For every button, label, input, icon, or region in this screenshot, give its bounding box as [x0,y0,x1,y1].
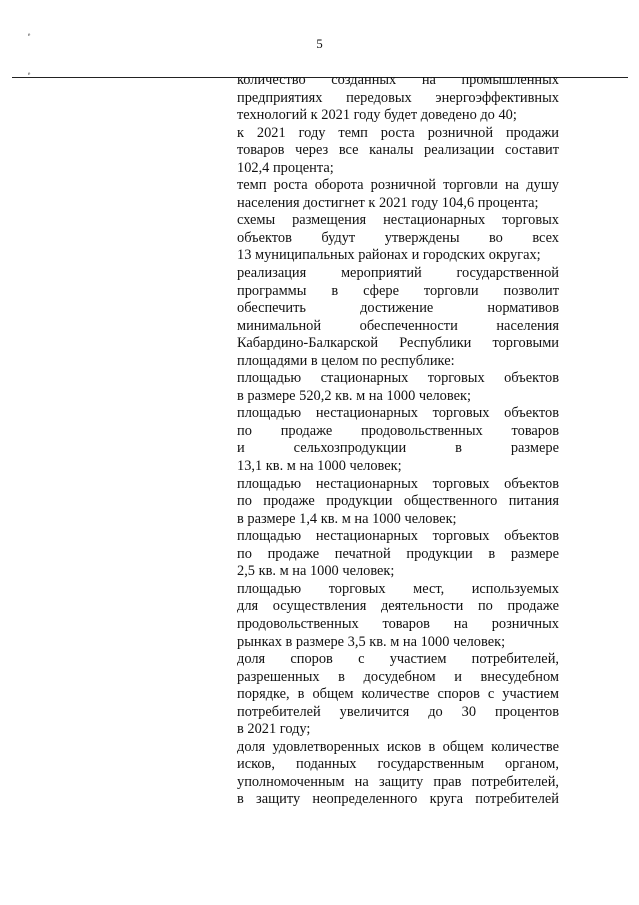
text-line: для осуществления деятельности по продаже [237,598,559,615]
text-line: потребителей увеличится до 30 процентов [237,703,559,720]
text-line: площадью стационарных торговых объектов [237,370,559,387]
text-line: технологий к 2021 году будет доведено до 40; [237,107,517,124]
text-line: обеспечить достижение нормативов [237,300,559,317]
text-line: Кабардино-Балкарской Республики торговыми [237,335,559,352]
text-line: уполномоченным на защиту прав потребителей, [237,773,559,790]
text-line: исков, поданных государственным органом, [237,756,559,773]
scan-mark-bottom: ₑ [28,66,31,76]
text-line: площадью нестационарных торговых объектов [237,475,559,492]
text-line: разрешенных в досудебном и внесудебном [237,668,559,685]
text-line: порядке, в общем количестве споров с участием [237,686,559,703]
text-line: по продаже печатной продукции в размере [237,545,559,562]
text-line: количество созданных на промышленных [237,72,559,88]
page-number: 5 [316,36,323,51]
text-line: и сельхозпродукции в размере [237,440,559,457]
text-line: по продаже продукции общественного питания [237,493,559,510]
text-line: реализация мероприятий государственной [237,265,559,282]
text-line: площадью торговых мест, используемых [237,580,559,597]
text-line: в размере 520,2 кв. м на 1000 человек; [237,387,471,404]
text-line: площадями в целом по республике: [237,352,455,369]
text-line: в 2021 году; [237,721,311,738]
text-line: по продаже продовольственных товаров [237,422,559,439]
text-line: 102,4 процента; [237,159,334,176]
text-line: предприятиях передовых энергоэффективных [237,89,559,106]
text-line: населения достигнет к 2021 году 104,6 процента; [237,194,539,211]
text-line: объектов будут утверждены во всех [237,229,559,246]
text-line: темп роста оборота розничной торговли на душу [237,177,559,194]
text-line: в защиту неопределенного круга потребителей [237,791,559,808]
text-line: 13 муниципальных районах и городских округах; [237,247,541,264]
text-line: минимальной обеспеченности населения [237,317,559,334]
text-line: продовольственных товаров на розничных [237,615,559,632]
text-line: 13,1 кв. м на 1000 человек; [237,458,402,475]
text-line: программы в сфере торговли позволит [237,282,559,299]
text-line: рынках в размере 3,5 кв. м на 1000 человек; [237,633,506,650]
text-line: доля споров с участием потребителей, [237,651,559,668]
text-line: к 2021 году темп роста розничной продажи [237,124,559,141]
scan-mark-top: ₑ [28,27,31,37]
text-line: доля удовлетворенных исков в общем количестве [237,738,559,755]
text-line: площадью нестационарных торговых объектов [237,528,559,545]
document-body [237,72,559,809]
text-line: площадью нестационарных торговых объектов [237,405,559,422]
text-line: схемы размещения нестационарных торговых [237,212,559,229]
text-line: в размере 1,4 кв. м на 1000 человек; [237,510,457,527]
text-line: 2,5 кв. м на 1000 человек; [237,563,395,580]
text-line: товаров через все каналы реализации составит [237,142,559,159]
